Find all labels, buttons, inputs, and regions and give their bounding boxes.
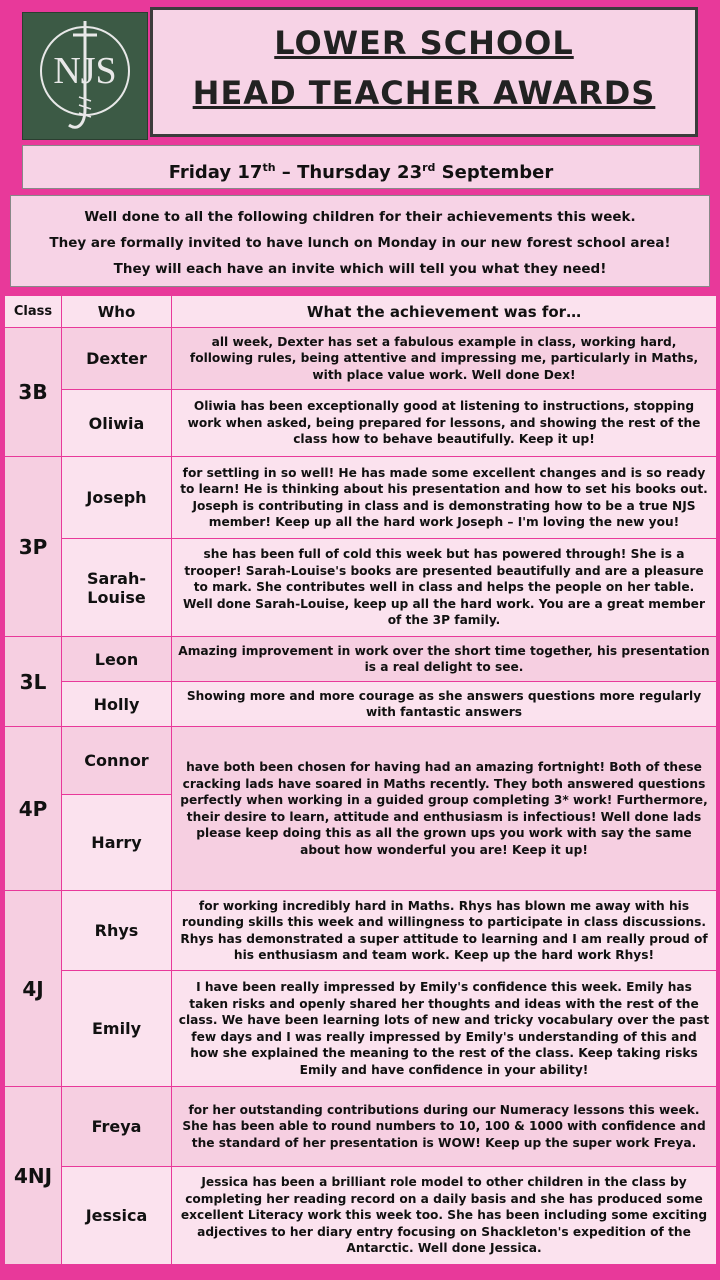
date-part-1: Friday 17 [168, 162, 263, 183]
title-line-1: LOWER SCHOOL [274, 24, 574, 62]
table-row [5, 637, 717, 682]
who-cell: Freya [62, 1087, 172, 1167]
who-cell: Harry [62, 795, 172, 891]
what-cell: for working incredibly hard in Maths. Rhys has blown me away with his rounding skills this week and willingness to participate in class discussions. Rhys has demonstrated a super attitude to learning and I am really proud of his enthusiasm and team work. Keep up the hard work Rhys! [172, 891, 717, 971]
header-class: Class [5, 296, 62, 328]
who-cell: Connor [62, 727, 172, 795]
date-range [22, 145, 700, 189]
header-who: Who [62, 296, 172, 328]
what-cell: for settling in so well! He has made some excellent changes and is so ready to learn! He is thinking about his presentation and how to set his books out. Joseph is contributing in class and is demonstrating how to be a true NJS member! Keep up all the hard work Joseph – I'm loving the new you! [172, 457, 717, 539]
who-cell: Sarah-Louise [62, 539, 172, 637]
who-cell: Joseph [62, 457, 172, 539]
logo-text: NJS [53, 50, 117, 92]
awards-table [4, 295, 717, 1265]
table-row [5, 727, 717, 795]
table-row [5, 1167, 717, 1265]
date-sup-1: th [262, 161, 276, 174]
table-row [5, 891, 717, 971]
date-sup-2: rd [422, 161, 436, 174]
class-cell: 4NJ [5, 1087, 62, 1265]
table-row [5, 1087, 717, 1167]
who-cell: Jessica [62, 1167, 172, 1265]
table-row [5, 390, 717, 457]
what-cell: all week, Dexter has set a fabulous example in class, working hard, following rules, being attentive and impressing me, particularly in Maths, with place value work. Well done Dex! [172, 328, 717, 390]
date-part-2: – Thursday 23 [275, 162, 423, 183]
what-cell: for her outstanding contributions during our Numeracy lessons this week. She has been able to round numbers to 10, 100 & 1000 with confidence and the standard of her presentation is WOW! Keep up the super work Freya. [172, 1087, 717, 1167]
class-cell: 3B [5, 328, 62, 457]
what-cell: I have been really impressed by Emily's confidence this week. Emily has taken risks and openly shared her thoughts and ideas with the rest of the class. We have been learning lots of new and tricky vocabulary over the past few days and I was really impressed by Emily's understanding of this and how she explained the meaning to the rest of the class. Keep taking risks Emily and have confidence in your ability! [172, 971, 717, 1087]
who-cell: Dexter [62, 328, 172, 390]
intro-line: They are formally invited to have lunch on Monday in our new forest school area! [49, 235, 671, 251]
njs-crest-icon [23, 13, 147, 139]
title-banner [150, 7, 698, 137]
date-part-3: September [435, 162, 554, 183]
class-cell: 4J [5, 891, 62, 1087]
table-row [5, 539, 717, 637]
table-row [5, 328, 717, 390]
title-line-2: HEAD TEACHER AWARDS [192, 74, 656, 112]
class-cell: 4P [5, 727, 62, 891]
table-row [5, 682, 717, 727]
who-cell: Leon [62, 637, 172, 682]
intro-line: They will each have an invite which will tell you what they need! [113, 261, 607, 277]
intro-message [10, 195, 710, 287]
what-cell: Jessica has been a brilliant role model to other children in the class by completing her reading record on a daily basis and she has produced some excellent Literacy work this week too. She has been including some exciting adjectives to her diary entry focusing on Shackleton's expedition of the Antarctic. Well done Jessica. [172, 1167, 717, 1265]
table-header-row [5, 296, 717, 328]
header-what: What the achievement was for… [172, 296, 717, 328]
table-row [5, 457, 717, 539]
who-cell: Oliwia [62, 390, 172, 457]
table-row [5, 971, 717, 1087]
who-cell: Rhys [62, 891, 172, 971]
what-cell: Amazing improvement in work over the short time together, his presentation is a real delight to see. [172, 637, 717, 682]
what-cell: she has been full of cold this week but has powered through! She is a trooper! Sarah-Louise's books are presented beautifully and are a pleasure to mark. She contributes well in class and helps the people on her table. Well done Sarah-Louise, keep up all the hard work. You are a great member of the 3P family. [172, 539, 717, 637]
who-cell: Emily [62, 971, 172, 1087]
what-cell: have both been chosen for having had an amazing fortnight! Both of these cracking lads have soared in Maths recently. They both answered questions perfectly when working in a guided group completing 3* work! Furthermore, their desire to learn, attitude and enthusiasm is infectious! Well done lads please keep doing this as all the grown ups you work with say the same about how wonderful you are! Keep it up! [172, 727, 717, 891]
class-cell: 3P [5, 457, 62, 637]
what-cell: Oliwia has been exceptionally good at listening to instructions, stopping work when asked, being prepared for lessons, and showing the rest of the class how to behave beautifully. Keep it up! [172, 390, 717, 457]
class-cell: 3L [5, 637, 62, 727]
what-cell: Showing more and more courage as she answers questions more regularly with fantastic answers [172, 682, 717, 727]
school-logo [22, 12, 148, 140]
who-cell: Holly [62, 682, 172, 727]
intro-line: Well done to all the following children for their achievements this week. [84, 209, 636, 225]
